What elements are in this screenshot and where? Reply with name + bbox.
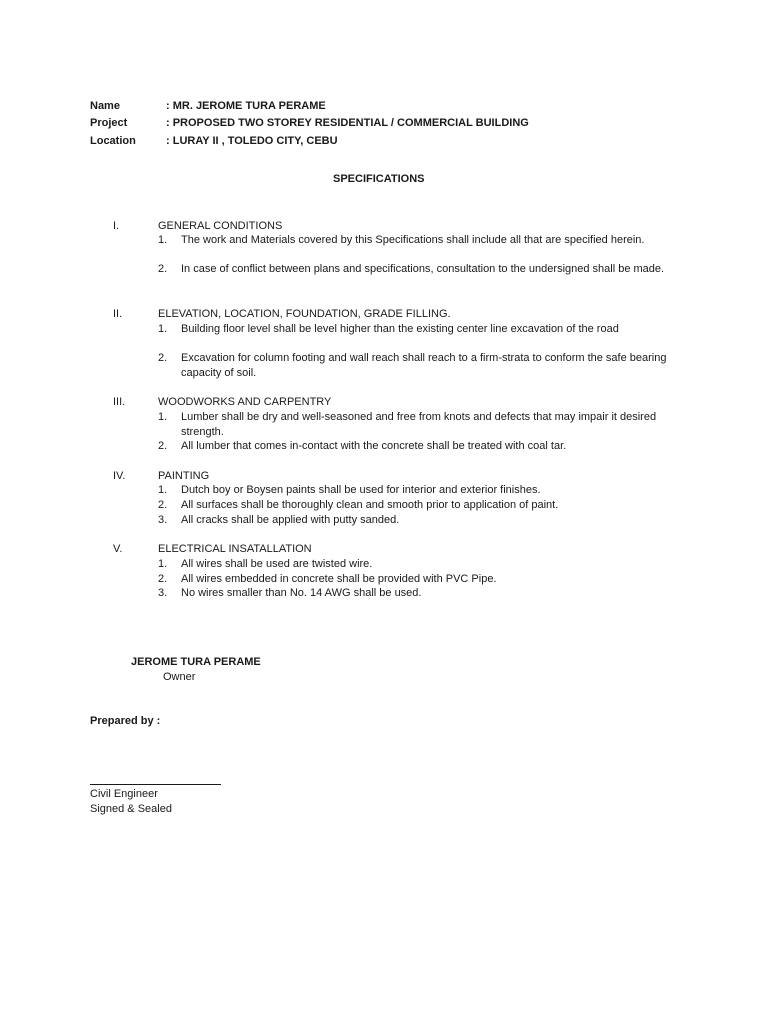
item-text: In case of conflict between plans and specifications, consultation to the undersigned shall be made.: [181, 263, 665, 275]
section-heading: PAINTING: [158, 470, 210, 482]
item-text: All lumber that comes in-contact with the concrete shall be treated with coal tar.: [181, 440, 567, 452]
item-number: 1.: [158, 484, 168, 496]
section-heading: ELEVATION, LOCATION, FOUNDATION, GRADE FILLING.: [158, 308, 451, 320]
item-number: 3.: [158, 587, 168, 599]
section-heading: WOODWORKS AND CARPENTRY: [158, 396, 332, 408]
item-text: Building floor level shall be level higher than the existing center line excavation of the road: [181, 323, 619, 335]
location-value: : LURAY II , TOLEDO CITY, CEBU: [166, 135, 338, 147]
item-number: 3.: [158, 514, 168, 526]
item-number: 1.: [158, 558, 168, 570]
item-number: 2.: [158, 263, 168, 275]
section-numeral: III.: [113, 396, 126, 408]
item-number: 1.: [158, 234, 168, 246]
project-value: : PROPOSED TWO STOREY RESIDENTIAL / COMMERCIAL BUILDING: [166, 117, 529, 129]
item-text: The work and Materials covered by this Specifications shall include all that are specified herein.: [181, 234, 645, 246]
item-text: All wires embedded in concrete shall be provided with PVC Pipe.: [181, 573, 497, 585]
name-label: Name: [90, 100, 120, 112]
item-number: 2.: [158, 499, 168, 511]
item-number: 2.: [158, 352, 168, 364]
section-numeral: I.: [113, 220, 120, 232]
engineer-note: Signed & Sealed: [90, 803, 172, 815]
item-text: Lumber shall be dry and well-seasoned and free from knots and defects that may impair it desired strength.: [181, 411, 657, 438]
section-numeral: V.: [113, 543, 123, 555]
owner-role: Owner: [163, 671, 196, 683]
section-numeral: II.: [113, 308, 123, 320]
signature-line: [90, 784, 221, 785]
item-number: 2.: [158, 440, 168, 452]
name-value: : MR. JEROME TURA PERAME: [166, 100, 326, 112]
document-title: SPECIFICATIONS: [333, 173, 425, 185]
engineer-title: Civil Engineer: [90, 788, 158, 800]
project-label: Project: [90, 117, 128, 129]
item-number: 2.: [158, 573, 168, 585]
section-heading: GENERAL CONDITIONS: [158, 220, 283, 232]
prepared-by-label: Prepared by :: [90, 715, 161, 727]
item-text: All cracks shall be applied with putty sanded.: [181, 514, 400, 526]
item-text: No wires smaller than No. 14 AWG shall be used.: [181, 587, 422, 599]
location-label: Location: [90, 135, 136, 147]
section-numeral: IV.: [113, 470, 126, 482]
item-text: All wires shall be used are twisted wire.: [181, 558, 373, 570]
item-text: Dutch boy or Boysen paints shall be used for interior and exterior finishes.: [181, 484, 541, 496]
section-heading: ELECTRICAL INSATALLATION: [158, 543, 312, 555]
item-text: All surfaces shall be thoroughly clean and smooth prior to application of paint.: [181, 499, 559, 511]
item-number: 1.: [158, 323, 168, 335]
owner-name: JEROME TURA PERAME: [131, 656, 261, 668]
item-number: 1.: [158, 411, 168, 423]
item-text: Excavation for column footing and wall reach shall reach to a firm-strata to conform the safe bearing capacity of soil.: [181, 352, 667, 379]
